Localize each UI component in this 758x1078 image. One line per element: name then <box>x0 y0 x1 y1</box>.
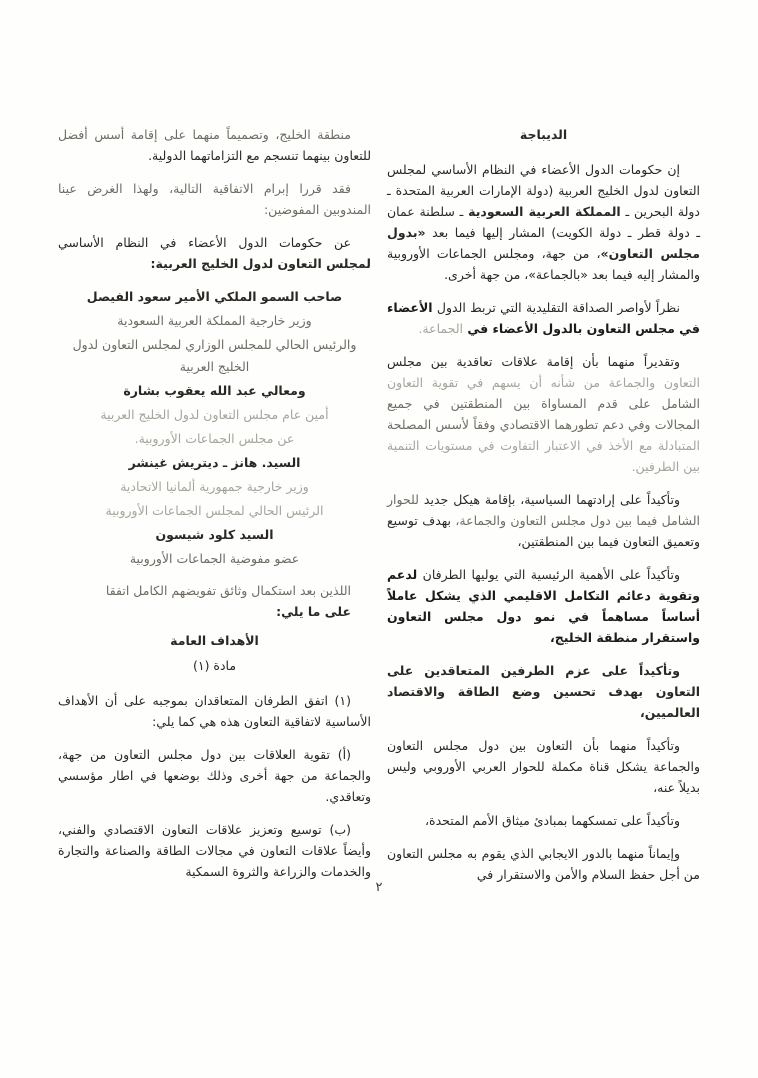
text-segment: ، من جهة، ومجلس الجماعات الأوروبية والمشار إليه فيما بعد «بالجماعة»، من جهة أخرى. <box>387 246 700 282</box>
regional-integration-clause <box>387 564 700 648</box>
signatory-name-genscher: السيد. هانز ـ ديتريش غينشر <box>128 455 301 470</box>
text-segment-dim: اللذين بعد استكمال وثائق تفويضهم الكامل اتفقا <box>105 583 351 598</box>
two-column-text-block <box>58 124 700 897</box>
text-segment-bold: «بدول مجلس التعاون» <box>387 225 701 261</box>
text-segment-faded: الجماعة. <box>418 321 463 336</box>
article-1-item-a: (أ) تقوية العلاقات بين دول مجلس التعاون من جهة، والجماعة من جهة أخرى وذلك بوضعها في اطار مؤسسي وتعاقدي. <box>58 747 371 804</box>
positive-role-clause: وإيماناً منهما بالدور الايجابي الذي يقوم به مجلس التعاون من أجل حفظ السلام والأمن والاستقرار في <box>387 846 700 882</box>
un-charter-clause: وتأكيداً على تمسكهما بمبادئ ميثاق الأمم المتحدة، <box>425 813 680 828</box>
text-segment-dim: الشامل على قدم المساواة بين المنطقتين في جميع المجالات وفي دعم تطورهما الاقتصادي وفقاً لأسس المصلحة <box>387 396 700 432</box>
euro-arab-dialogue-clause: وتأكيداً منهما بأن التعاون بين دول مجلس التعاون والجماعة يشكل قناة مكملة للحوار العربي الأوروبي وليس بديلاً عنه، <box>387 738 700 795</box>
signatory-title-gcc-secretary-general: أمين عام مجلس التعاون لدول الخليج العربية <box>100 407 329 422</box>
energy-economy-clause: وتأكيداً على عزم الطرفين المتعاقدين على التعاون بهدف تحسين وضع الطاقة والاقتصاد العالميين، <box>387 663 700 720</box>
article-1-item-b: (ب) توسيع وتعزيز علاقات التعاون الاقتصادي والفني، وأيضاً علاقات التعاون في مجالات الطاقة والصناعة والتجارة والخدمات والزراعة والثروة السمكية <box>58 822 371 879</box>
signatory-title-german-fm: وزير خارجية جمهورية ألمانيا الاتحادية <box>120 479 309 494</box>
plenipotentiaries-clause <box>58 580 371 622</box>
text-segment: وتأكيداً على الأهمية الرئيسية التي يوليها الطرفان <box>417 567 680 582</box>
text-segment: ـ سلطنة عمان ـ دولة قطر ـ دولة الكويت) المشار إليها فيما بعد <box>387 204 700 240</box>
general-objectives-heading: الأهداف العامة <box>170 633 259 648</box>
text-segment: للتعاون بينهما تنسجم مع التزاماتهما الدولية. <box>148 148 371 163</box>
agreement-decision-paragraph: فقد قررا إبرام الاتفاقية التالية، ولهذا الغرض عينا المندوبين المفوضين: <box>58 181 371 217</box>
text-segment-bold: لدعم وتقوية دعائم التكامل الاقليمي الذي يشكل عاملاً أساساً مساهماً في نمو دول مجلس التعاون واستقرار منطقة الخليج، <box>387 567 700 645</box>
signatory-name-bishara: ومعالي عبد الله يعقوب بشارة <box>123 383 306 398</box>
text-segment: إن حكومات الدول الأعضاء في النظام الأساسي لمجلس التعاون لدول الخليج العربية (دولة الإمارات العربية المتحدة ـ دولة البحرين ـ <box>387 162 700 219</box>
text-segment-bold: لمجلس التعاون لدول الخليج العربية: <box>150 256 371 271</box>
signatory-name-cheysson: السيد كلود شيسون <box>155 527 274 542</box>
ec-delegates-intro: عن مجلس الجماعات الأوروبية. <box>134 431 295 446</box>
parties-paragraph <box>387 159 700 285</box>
signatory-title-saudi-fm: وزير خارجية المملكة العربية السعودية <box>117 313 312 328</box>
gcc-delegates-intro <box>58 232 371 274</box>
signatory-title-ec-commission-member: عضو مفوضية الجماعات الأوروبية <box>129 551 300 566</box>
text-segment: وتقديراً منهما بأن إقامة علاقات تعاقدية بين مجلس <box>387 354 680 369</box>
text-segment-faded: المتبادلة مع الأخذ في الاعتبار التفاوت في مستويات التنمية بين الطرفين. <box>387 438 700 474</box>
text-segment-dim: منطقة الخليج، وتصميماً منهما على إقامة أسس أفضل <box>58 127 351 142</box>
signatory-title-gcc-ministerial-president: والرئيس الحالي للمجلس الوزاري لمجلس التعاون لدول الخليج العربية <box>72 337 357 374</box>
preamble-heading: الديباجة <box>519 127 568 142</box>
page-number: ٢ <box>375 880 383 895</box>
text-segment-faded: التعاون والجماعة من شأنه أن يسهم في تقوية التعاون <box>387 375 700 390</box>
text-segment: نظراً لأواصر الصداقة التقليدية التي تربط الدول <box>432 300 680 315</box>
text-segment: وتأكيداً على إرادتهما السياسية، بإقامة هيكل جديد <box>418 492 680 507</box>
clause-end-line: على ما يلي: <box>276 604 351 619</box>
friendship-clause <box>387 297 700 339</box>
text-segment-bold: الأعضاء في مجلس التعاون بالدول الأعضاء في <box>387 300 700 336</box>
text-segment-bold: المملكة العربية السعودية <box>468 204 621 219</box>
article-1-heading: مادة (١) <box>192 658 237 673</box>
signatory-title-ec-council-president: الرئيس الحالي لمجلس الجماعات الأوروبية <box>105 503 324 518</box>
text-segment-dim: للحوار الشامل فيما بين دول مجلس التعاون والجماعة، <box>387 492 700 528</box>
left-column <box>58 124 371 897</box>
text-segment: عن حكومات الدول الأعضاء في النظام الأساسي <box>58 235 351 250</box>
right-column <box>387 124 700 897</box>
text-segment: بهدف توسيع وتعميق التعاون فيما بين المنطقتين، <box>387 513 700 549</box>
political-will-clause <box>387 489 700 552</box>
continuation-paragraph <box>58 124 371 166</box>
contractual-relations-clause <box>387 351 700 477</box>
article-1-intro: (١) اتفق الطرفان المتعاقدان بموجبه على أن الأهداف الأساسية لاتفاقية التعاون هذه هي كما يلي: <box>58 693 371 729</box>
signatory-name-saud-alfaisal: صاحب السمو الملكي الأمير سعود الفيصل <box>86 289 343 304</box>
